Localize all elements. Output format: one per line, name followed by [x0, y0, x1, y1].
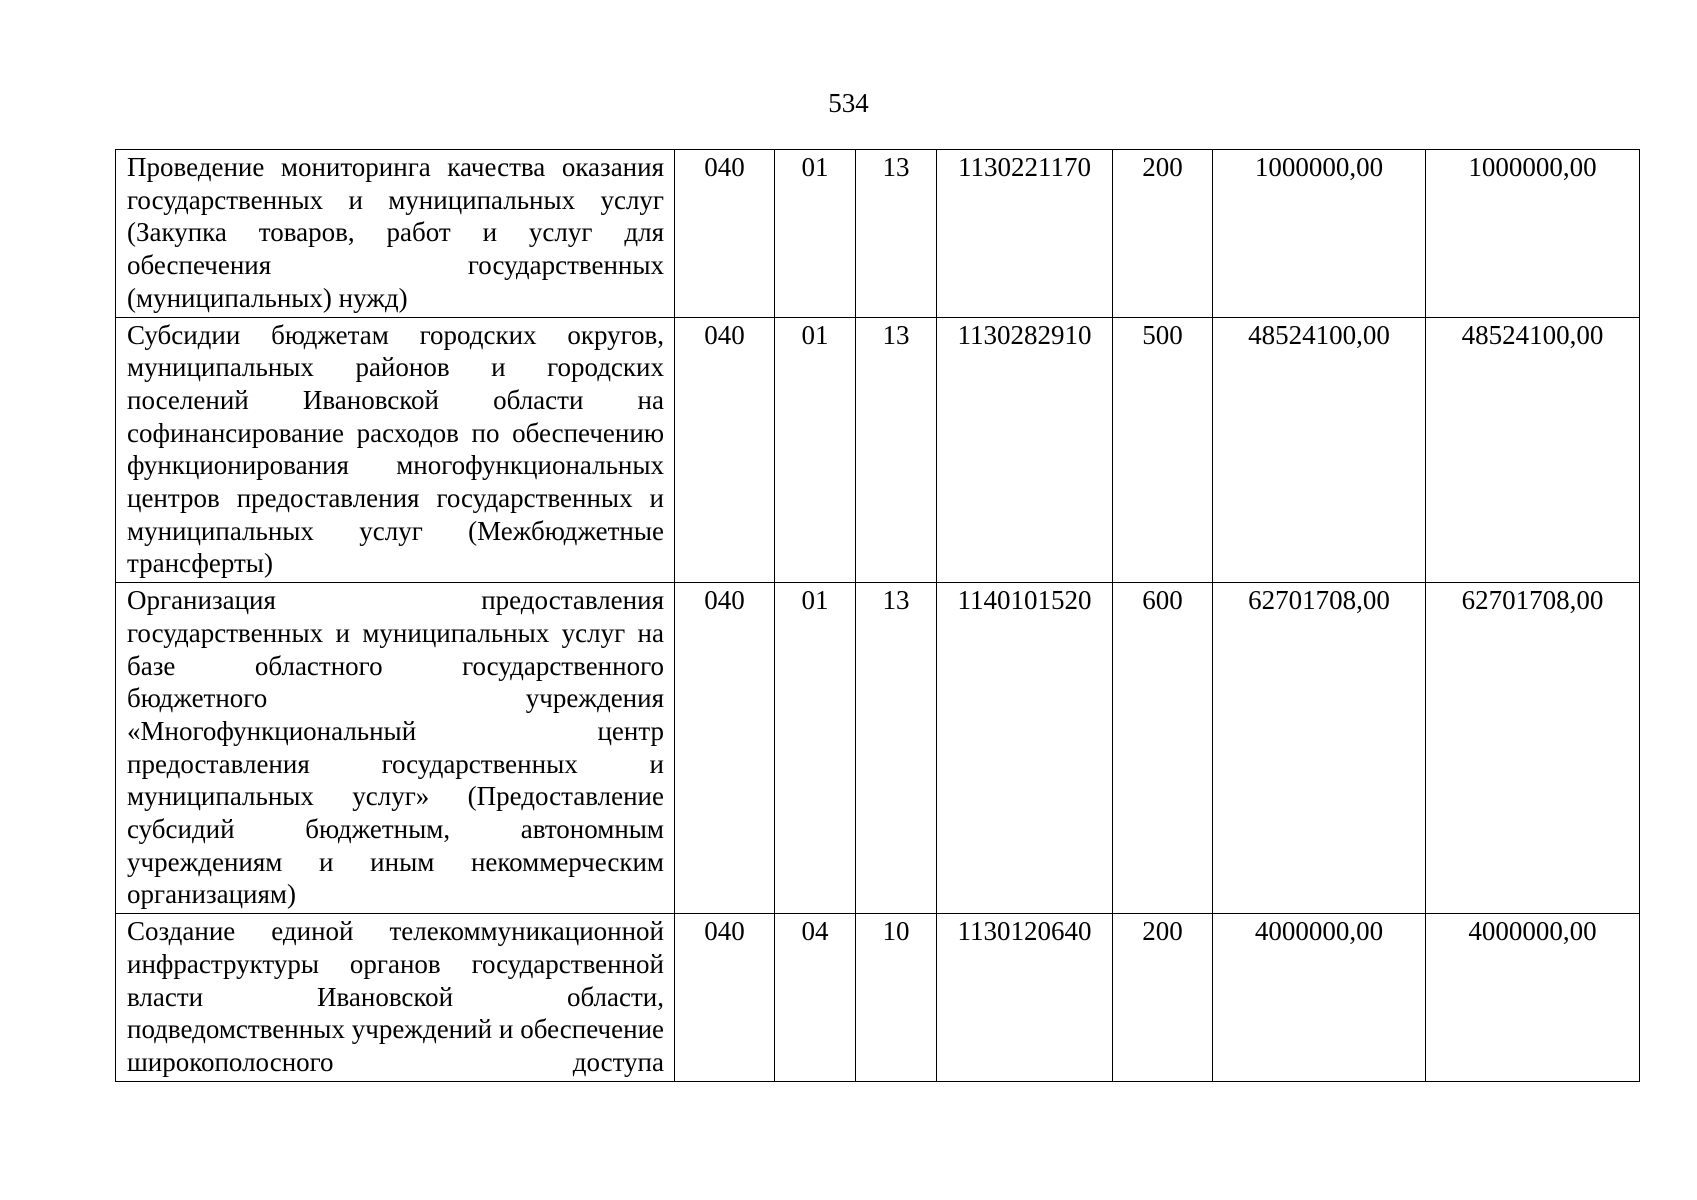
- row-description: Организация предоставления государственных и муниципальных услуг на базе областного государственного бюджетного учреждения «Многофункциональный центр предоставления государственных и муниципальных услуг» (Предоставление субсидий бюджетным, автономным учреждениям и иным некоммерческим организациям): [116, 583, 675, 914]
- section-cell: 01: [775, 150, 856, 318]
- admin-code-cell: 040: [675, 150, 775, 318]
- subsection-cell: 13: [856, 317, 937, 583]
- amount-1-cell: 62701708,00: [1213, 583, 1426, 914]
- table-row: [116, 317, 1640, 583]
- expense-type-cell: 200: [1113, 914, 1213, 1082]
- table-row: [116, 150, 1640, 318]
- section-cell: 01: [775, 317, 856, 583]
- amount-2-cell: 4000000,00: [1426, 914, 1640, 1082]
- amount-1-cell: 1000000,00: [1213, 150, 1426, 318]
- expense-type-cell: 200: [1113, 150, 1213, 318]
- subsection-cell: 13: [856, 150, 937, 318]
- expense-type-cell: 500: [1113, 317, 1213, 583]
- subsection-cell: 13: [856, 583, 937, 914]
- row-description: Проведение мониторинга качества оказания государственных и муниципальных услуг (Закупка товаров, работ и услуг для обеспечения государственных (муниципальных) нужд): [116, 150, 675, 318]
- admin-code-cell: 040: [675, 914, 775, 1082]
- expense-type-cell: 600: [1113, 583, 1213, 914]
- target-article-cell: 1130120640: [937, 914, 1113, 1082]
- amount-1-cell: 4000000,00: [1213, 914, 1426, 1082]
- amount-2-cell: 1000000,00: [1426, 150, 1640, 318]
- section-cell: 04: [775, 914, 856, 1082]
- amount-2-cell: 62701708,00: [1426, 583, 1640, 914]
- section-cell: 01: [775, 583, 856, 914]
- budget-table: [115, 149, 1640, 1082]
- amount-2-cell: 48524100,00: [1426, 317, 1640, 583]
- target-article-cell: 1130221170: [937, 150, 1113, 318]
- target-article-cell: 1140101520: [937, 583, 1113, 914]
- row-description: Субсидии бюджетам городских округов, муниципальных районов и городских поселений Ивановской области на софинансирование расходов по обеспечению функционирования многофункциональных центров предоставления государственных и муниципальных услуг (Межбюджетные трансферты): [116, 317, 675, 583]
- row-description: Создание единой телекоммуникационной инфраструктуры органов государственной власти Ивановской области, подведомственных учреждений и обеспечение широкополосного доступа: [116, 914, 675, 1082]
- subsection-cell: 10: [856, 914, 937, 1082]
- amount-1-cell: 48524100,00: [1213, 317, 1426, 583]
- admin-code-cell: 040: [675, 317, 775, 583]
- table-row: [116, 914, 1640, 1082]
- admin-code-cell: 040: [675, 583, 775, 914]
- page-number: 534: [828, 88, 869, 118]
- table-row: [116, 583, 1640, 914]
- target-article-cell: 1130282910: [937, 317, 1113, 583]
